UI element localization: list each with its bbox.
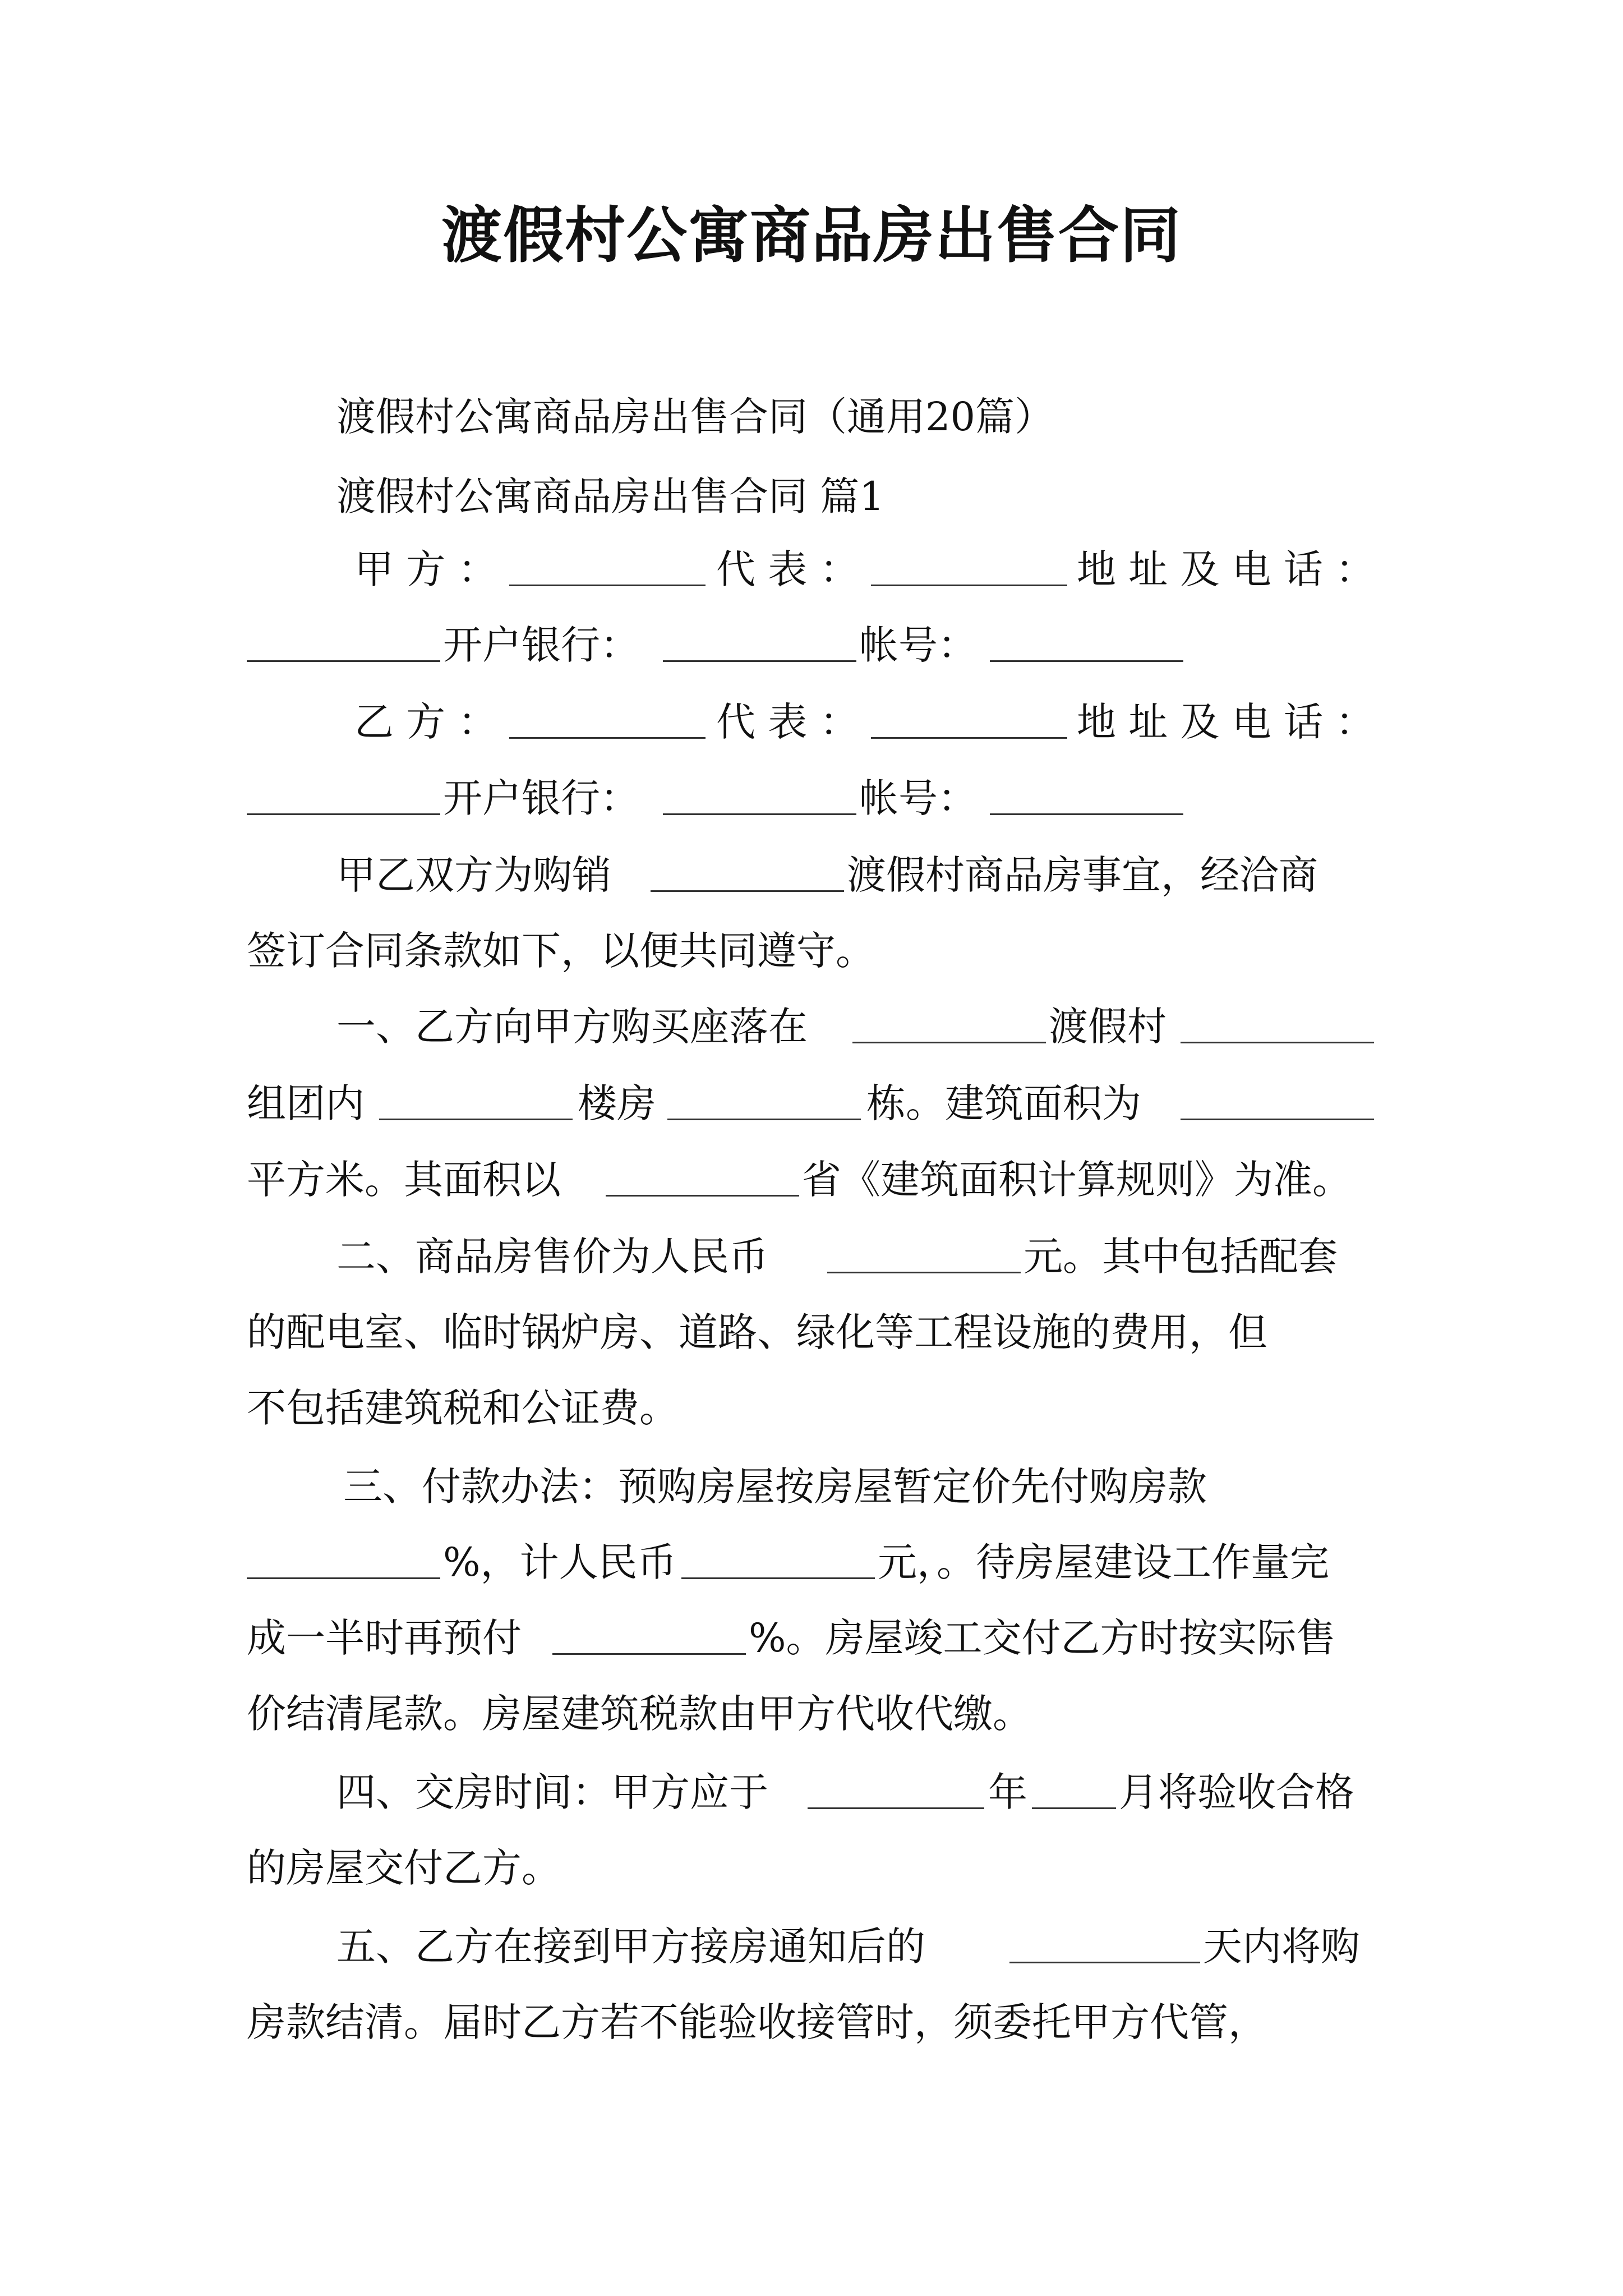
party-b-name-blank bbox=[509, 737, 706, 739]
clause5-text-c: 房款结清。届时乙方若不能验收接管时，须委托甲方代管， bbox=[247, 1999, 1267, 2045]
intro-text-1: 甲乙双方为购销 bbox=[336, 852, 611, 898]
clause5-text-a: 五、乙方在接到甲方接房通知后的 bbox=[336, 1924, 925, 1970]
party-a-name-blank bbox=[509, 585, 706, 586]
party-a-bank-label: 开户银行： bbox=[443, 622, 639, 668]
party-a-bank-blank bbox=[663, 660, 856, 662]
party-b-account-label: 帐号： bbox=[859, 775, 977, 821]
clause4-year-blank bbox=[808, 1807, 984, 1809]
party-b-bank-label: 开户银行： bbox=[443, 775, 639, 821]
party-b-account-blank bbox=[990, 813, 1183, 815]
clause2-text-a: 二、商品房售价为人民币 bbox=[336, 1234, 768, 1280]
clause3-text-a: 三、付款办法：预购房屋按房屋暂定价先付购房款 bbox=[343, 1464, 1207, 1510]
intro-project-blank bbox=[651, 890, 844, 892]
clause3-prepay-blank bbox=[552, 1653, 746, 1655]
clause1-resort-blank bbox=[1181, 1042, 1374, 1043]
clause2-text-d: 不包括建筑税和公证费。 bbox=[247, 1385, 679, 1431]
clause1-province-blank bbox=[606, 1195, 799, 1197]
clause3-amount-blank bbox=[681, 1577, 875, 1579]
clause4-text-b: 年 bbox=[988, 1769, 1027, 1815]
document-title: 渡假村公寓商品房出售合同 bbox=[441, 200, 1182, 271]
party-b-bank-blank bbox=[663, 813, 856, 815]
intro-text-2: 渡假村商品房事宜，经洽商 bbox=[847, 852, 1318, 898]
clause1-area-blank bbox=[1181, 1119, 1374, 1120]
clause5-days-blank bbox=[1009, 1962, 1200, 1963]
clause4-month-blank bbox=[1032, 1807, 1116, 1809]
clause2-price-blank bbox=[827, 1272, 1021, 1273]
clause4-text-a: 四、交房时间：甲方应于 bbox=[336, 1769, 768, 1815]
clause1-text-b: 渡假村 bbox=[1049, 1004, 1166, 1050]
clause2-text-b: 元。其中包括配套 bbox=[1023, 1234, 1338, 1280]
party-b-address-label: 地 址 及 电 话 ： bbox=[1077, 699, 1375, 745]
party-a-address-label: 地 址 及 电 话 ： bbox=[1077, 546, 1375, 592]
clause3-text-e: %。房屋竣工交付乙方时按实际售 bbox=[749, 1615, 1336, 1661]
clause1-text-c: 组团内 bbox=[247, 1080, 365, 1126]
clause4-text-d: 的房屋交付乙方。 bbox=[247, 1845, 561, 1891]
clause3-percent-blank bbox=[247, 1577, 440, 1579]
party-a-rep-label: 代 表 ： bbox=[716, 546, 859, 592]
clause1-text-d: 楼房 bbox=[578, 1080, 656, 1126]
clause1-text-a: 一、乙方向甲方购买座落在 bbox=[336, 1004, 808, 1050]
clause3-text-b: %，计人民币 bbox=[443, 1539, 677, 1585]
clause1-text-f: 平方米。其面积以 bbox=[247, 1157, 561, 1203]
intro-text-3: 签订合同条款如下，以便共同遵守。 bbox=[247, 928, 875, 974]
clause1-location-blank bbox=[852, 1042, 1046, 1043]
subtitle-collection: 渡假村公寓商品房出售合同（通用20篇） bbox=[336, 394, 1054, 440]
clause2-text-c: 的配电室、临时锅炉房、道路、绿化等工程设施的费用，但 bbox=[247, 1309, 1267, 1355]
clause3-text-d: 成一半时再预付 bbox=[247, 1615, 522, 1661]
clause4-text-c: 月将验收合格 bbox=[1119, 1769, 1354, 1815]
party-b-label: 乙 方 ： bbox=[354, 699, 497, 745]
clause1-group-blank bbox=[379, 1119, 573, 1120]
clause1-building-blank bbox=[667, 1119, 861, 1120]
clause1-text-e: 栋。建筑面积为 bbox=[866, 1080, 1141, 1126]
clause3-text-c: 元，。待房屋建设工作量完 bbox=[878, 1539, 1329, 1585]
party-a-rep-blank bbox=[871, 585, 1067, 586]
party-a-address-blank bbox=[247, 660, 440, 662]
clause5-text-b: 天内将购 bbox=[1203, 1924, 1360, 1970]
subtitle-part: 渡假村公寓商品房出售合同 篇1 bbox=[336, 473, 884, 519]
party-a-account-label: 帐号： bbox=[859, 622, 977, 668]
clause3-text-f: 价结清尾款。房屋建筑税款由甲方代收代缴。 bbox=[247, 1691, 1032, 1737]
party-b-rep-blank bbox=[871, 737, 1067, 739]
party-a-label: 甲 方 ： bbox=[354, 546, 497, 592]
party-b-rep-label: 代 表 ： bbox=[716, 699, 859, 745]
clause1-text-g: 省《建筑面积计算规则》为准。 bbox=[802, 1157, 1352, 1203]
party-b-address-blank bbox=[247, 813, 440, 815]
party-a-account-blank bbox=[990, 660, 1183, 662]
